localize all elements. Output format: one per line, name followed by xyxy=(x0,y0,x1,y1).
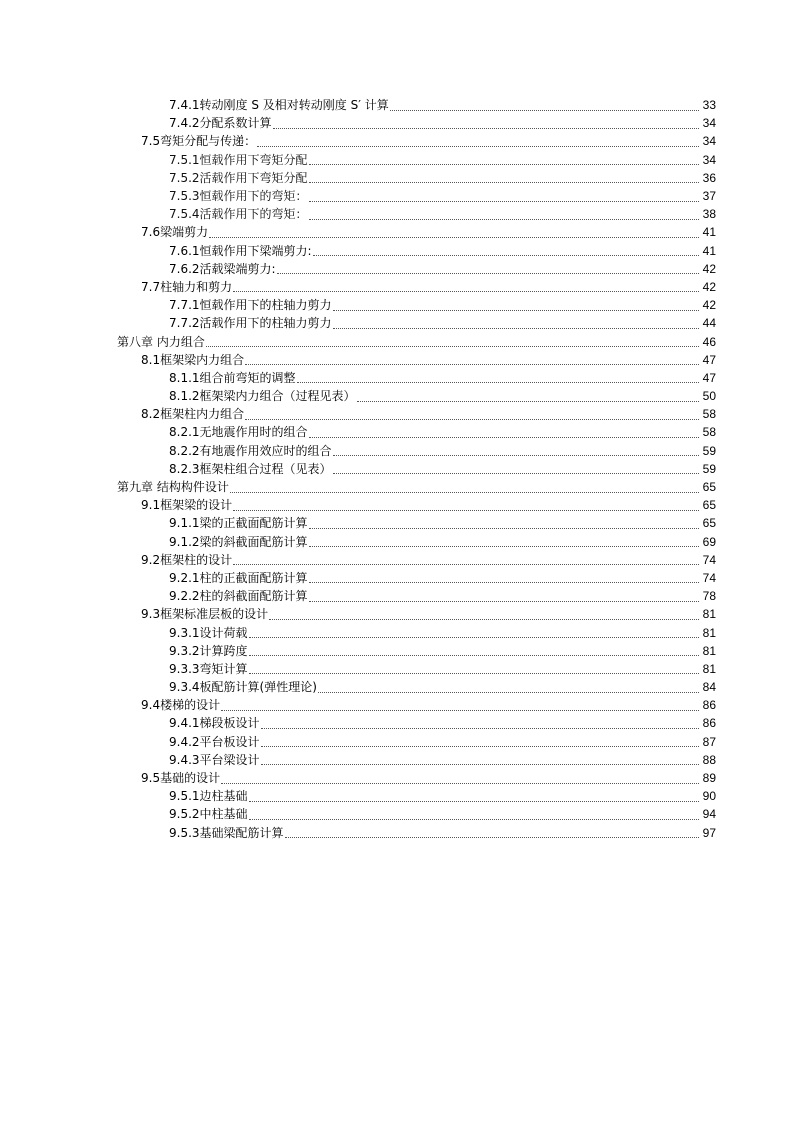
toc-entry-label: 9.3.3弯矩计算 xyxy=(169,661,248,676)
toc-page-number: 65 xyxy=(702,498,716,513)
toc-entry-label: 9.5.1边柱基础 xyxy=(169,789,248,804)
toc-entry-label: 8.2框架柱内力组合 xyxy=(141,407,245,422)
toc-subsection-entry[interactable] xyxy=(0,623,794,641)
toc-section-entry[interactable] xyxy=(0,405,794,423)
toc-subsection-entry[interactable] xyxy=(0,514,794,532)
toc-page-number: 86 xyxy=(702,716,716,731)
toc-page-number: 33 xyxy=(702,98,716,113)
toc-entry-label: 8.2.3框架柱组合过程（见表） xyxy=(169,461,332,476)
toc-dot-leader xyxy=(309,601,699,602)
toc-dot-leader xyxy=(357,401,699,402)
toc-subsection-entry[interactable] xyxy=(0,242,794,260)
toc-page-number: 59 xyxy=(702,443,716,458)
toc-subsection-entry[interactable] xyxy=(0,678,794,696)
toc-dot-leader xyxy=(249,673,699,674)
toc-dot-leader xyxy=(245,419,699,420)
toc-page-number: 78 xyxy=(702,589,716,604)
toc-dot-leader xyxy=(221,783,699,784)
toc-entry-label: 9.1.2梁的斜截面配筋计算 xyxy=(169,534,308,549)
toc-dot-leader xyxy=(333,328,699,329)
toc-entry-label: 7.6梁端剪力 xyxy=(141,225,209,240)
toc-section-entry[interactable] xyxy=(0,769,794,787)
toc-entry-label: 9.5基础的设计 xyxy=(141,771,221,786)
toc-entry-label: 9.2框架柱的设计 xyxy=(141,552,233,567)
toc-page-number: 58 xyxy=(702,425,716,440)
toc-dot-leader xyxy=(233,291,699,292)
toc-dot-leader xyxy=(277,273,699,274)
toc-dot-leader xyxy=(206,346,699,347)
toc-subsection-entry[interactable] xyxy=(0,824,794,842)
toc-section-entry[interactable] xyxy=(0,223,794,241)
toc-entry-label: 7.5弯矩分配与传递： xyxy=(141,134,257,149)
toc-page-number: 41 xyxy=(702,243,716,258)
toc-page-number: 97 xyxy=(702,825,716,840)
toc-subsection-entry[interactable] xyxy=(0,442,794,460)
toc-dot-leader xyxy=(309,582,699,583)
toc-entry-label: 8.2.2有地震作用效应时的组合 xyxy=(169,443,332,458)
toc-entry-label: 9.3.1设计荷载 xyxy=(169,625,248,640)
toc-page-number: 34 xyxy=(702,152,716,167)
toc-entry-label: 第八章 内力组合 xyxy=(117,334,205,349)
toc-dot-leader xyxy=(233,510,699,511)
toc-page-number: 42 xyxy=(702,279,716,294)
toc-chapter-entry[interactable] xyxy=(0,332,794,350)
toc-dot-leader xyxy=(309,201,699,202)
toc-subsection-entry[interactable] xyxy=(0,733,794,751)
toc-entry-label: 9.3框架标准层板的设计 xyxy=(141,607,269,622)
toc-entry-label: 第九章 结构构件设计 xyxy=(117,480,229,495)
toc-entry-label: 8.1框架梁内力组合 xyxy=(141,352,245,367)
toc-dot-leader xyxy=(333,455,699,456)
toc-page-number: 34 xyxy=(702,116,716,131)
toc-section-entry[interactable] xyxy=(0,605,794,623)
toc-page-number: 94 xyxy=(702,807,716,822)
toc-entry-label: 7.5.3恒载作用下的弯矩： xyxy=(169,189,308,204)
toc-page-number: 86 xyxy=(702,698,716,713)
toc-entry-label: 9.2.1柱的正截面配筋计算 xyxy=(169,570,308,585)
toc-dot-leader xyxy=(390,110,699,111)
toc-subsection-entry[interactable] xyxy=(0,423,794,441)
toc-entry-label: 7.6.2活载梁端剪力: xyxy=(169,261,276,276)
toc-subsection-entry[interactable] xyxy=(0,787,794,805)
toc-dot-leader xyxy=(333,310,699,311)
toc-section-entry[interactable] xyxy=(0,496,794,514)
toc-dot-leader xyxy=(249,655,699,656)
toc-section-entry[interactable] xyxy=(0,351,794,369)
toc-subsection-entry[interactable] xyxy=(0,169,794,187)
toc-entry-label: 9.1.1梁的正截面配筋计算 xyxy=(169,516,308,531)
toc-entry-label: 7.6.1恒载作用下梁端剪力: xyxy=(169,243,312,258)
toc-subsection-entry[interactable] xyxy=(0,714,794,732)
toc-page-number: 81 xyxy=(702,643,716,658)
toc-page-number: 81 xyxy=(702,661,716,676)
toc-subsection-entry[interactable] xyxy=(0,369,794,387)
toc-page-number: 87 xyxy=(702,734,716,749)
toc-page-number: 41 xyxy=(702,225,716,240)
toc-page-number: 74 xyxy=(702,552,716,567)
toc-entry-label: 9.5.2中柱基础 xyxy=(169,807,248,822)
toc-dot-leader xyxy=(257,146,699,147)
toc-dot-leader xyxy=(261,746,699,747)
toc-page-number: 42 xyxy=(702,261,716,276)
toc-subsection-entry[interactable] xyxy=(0,805,794,823)
toc-subsection-entry[interactable] xyxy=(0,569,794,587)
toc-dot-leader xyxy=(309,219,699,220)
toc-page-number: 58 xyxy=(702,407,716,422)
toc-subsection-entry[interactable] xyxy=(0,314,794,332)
toc-page-number: 46 xyxy=(702,334,716,349)
toc-page-number: 47 xyxy=(702,352,716,367)
toc-dot-leader xyxy=(261,728,699,729)
toc-entry-label: 9.5.3基础梁配筋计算 xyxy=(169,825,284,840)
toc-dot-leader xyxy=(249,819,699,820)
toc-dot-leader xyxy=(318,692,699,693)
table-of-contents xyxy=(0,96,794,842)
toc-entry-label: 7.7柱轴力和剪力 xyxy=(141,279,233,294)
toc-entry-label: 7.7.2活载作用下的柱轴力剪力 xyxy=(169,316,332,331)
toc-page-number: 59 xyxy=(702,461,716,476)
toc-subsection-entry[interactable] xyxy=(0,96,794,114)
toc-dot-leader xyxy=(273,128,699,129)
toc-entry-label: 9.4.3平台梁设计 xyxy=(169,752,260,767)
toc-page-number: 34 xyxy=(702,134,716,149)
toc-page-number: 38 xyxy=(702,207,716,222)
toc-entry-label: 9.1框架梁的设计 xyxy=(141,498,233,513)
toc-subsection-entry[interactable] xyxy=(0,387,794,405)
toc-dot-leader xyxy=(249,801,699,802)
toc-dot-leader xyxy=(309,164,699,165)
toc-entry-label: 9.2.2柱的斜截面配筋计算 xyxy=(169,589,308,604)
toc-entry-label: 7.7.1恒载作用下的柱轴力剪力 xyxy=(169,298,332,313)
toc-dot-leader xyxy=(297,382,699,383)
toc-page-number: 81 xyxy=(702,625,716,640)
toc-dot-leader xyxy=(309,437,699,438)
toc-subsection-entry[interactable] xyxy=(0,187,794,205)
toc-page-number: 65 xyxy=(702,516,716,531)
toc-entry-label: 9.3.4板配筋计算(弹性理论) xyxy=(169,680,317,695)
toc-entry-label: 8.1.2框架梁内力组合（过程见表） xyxy=(169,389,356,404)
toc-entry-label: 9.4楼梯的设计 xyxy=(141,698,221,713)
toc-page-number: 50 xyxy=(702,389,716,404)
toc-dot-leader xyxy=(230,492,699,493)
toc-subsection-entry[interactable] xyxy=(0,587,794,605)
toc-dot-leader xyxy=(269,619,699,620)
toc-page-number: 84 xyxy=(702,680,716,695)
toc-page-number: 44 xyxy=(702,316,716,331)
toc-subsection-entry[interactable] xyxy=(0,296,794,314)
toc-page-number: 65 xyxy=(702,480,716,495)
toc-dot-leader xyxy=(285,837,699,838)
toc-dot-leader xyxy=(313,255,699,256)
toc-dot-leader xyxy=(249,637,699,638)
toc-entry-label: 7.5.4活载作用下的弯矩： xyxy=(169,207,308,222)
toc-dot-leader xyxy=(221,710,699,711)
toc-dot-leader xyxy=(309,528,699,529)
toc-section-entry[interactable] xyxy=(0,696,794,714)
toc-section-entry[interactable] xyxy=(0,551,794,569)
toc-entry-label: 9.3.2计算跨度 xyxy=(169,643,248,658)
toc-page-number: 81 xyxy=(702,607,716,622)
toc-subsection-entry[interactable] xyxy=(0,751,794,769)
toc-entry-label: 9.4.2平台板设计 xyxy=(169,734,260,749)
toc-dot-leader xyxy=(233,564,699,565)
toc-entry-label: 8.1.1组合前弯矩的调整 xyxy=(169,370,296,385)
toc-subsection-entry[interactable] xyxy=(0,460,794,478)
toc-subsection-entry[interactable] xyxy=(0,660,794,678)
toc-entry-label: 7.5.1恒载作用下弯矩分配 xyxy=(169,152,308,167)
toc-page-number: 36 xyxy=(702,170,716,185)
toc-dot-leader xyxy=(261,764,699,765)
toc-dot-leader xyxy=(309,182,699,183)
toc-dot-leader xyxy=(209,237,699,238)
toc-entry-label: 7.4.1转动刚度 S 及相对转动刚度 S′ 计算 xyxy=(169,98,389,113)
toc-subsection-entry[interactable] xyxy=(0,114,794,132)
toc-section-entry[interactable] xyxy=(0,132,794,150)
toc-section-entry[interactable] xyxy=(0,278,794,296)
toc-entry-label: 8.2.1无地震作用时的组合 xyxy=(169,425,308,440)
toc-page-number: 89 xyxy=(702,771,716,786)
toc-subsection-entry[interactable] xyxy=(0,151,794,169)
toc-page-number: 88 xyxy=(702,752,716,767)
toc-dot-leader xyxy=(333,473,699,474)
toc-subsection-entry[interactable] xyxy=(0,205,794,223)
toc-page-number: 47 xyxy=(702,370,716,385)
toc-entry-label: 9.4.1梯段板设计 xyxy=(169,716,260,731)
toc-page-number: 90 xyxy=(702,789,716,804)
toc-page-number: 74 xyxy=(702,570,716,585)
toc-page-number: 69 xyxy=(702,534,716,549)
toc-entry-label: 7.5.2活载作用下弯矩分配 xyxy=(169,170,308,185)
toc-chapter-entry[interactable] xyxy=(0,478,794,496)
toc-entry-label: 7.4.2分配系数计算 xyxy=(169,116,272,131)
toc-dot-leader xyxy=(309,546,699,547)
toc-dot-leader xyxy=(245,364,699,365)
toc-subsection-entry[interactable] xyxy=(0,533,794,551)
toc-page-number: 42 xyxy=(702,298,716,313)
toc-subsection-entry[interactable] xyxy=(0,260,794,278)
toc-page-number: 37 xyxy=(702,189,716,204)
toc-subsection-entry[interactable] xyxy=(0,642,794,660)
